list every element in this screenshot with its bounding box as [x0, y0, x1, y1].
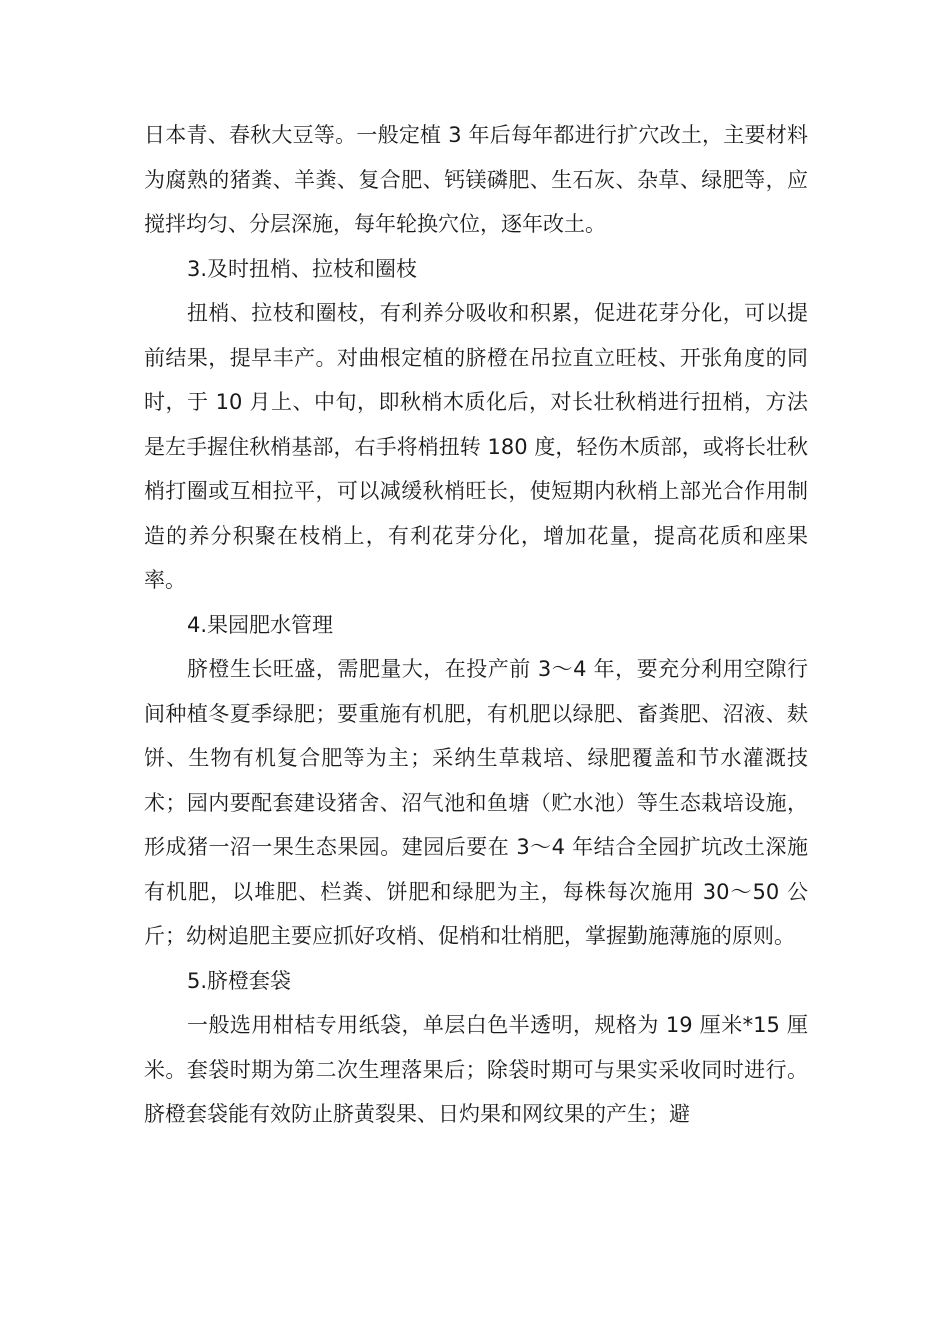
paragraph-twig-pruning: 扭梢、拉枝和圈枝，有利养分吸收和积累，促进花芽分化，可以提前结果，提早丰产。对曲根定植的脐橙在吊拉直立旺枝、开张角度的同时，于 10 月上、中旬，即秋梢木质化后，对长壮秋梢进行扭梢，方法是左手握住秋梢基部，右手将梢扭转 180 度，轻伤木质部，或将长壮秋梢打圈或互相拉平，可以减缓秋梢旺长，使短期内秋梢上部光合作用制造的养分积聚在枝梢上，有利花芽分化，增加花量，提高花质和座果率。: [144, 301, 808, 592]
paragraph-fruit-bagging: 一般选用柑桔专用纸袋，单层白色半透明，规格为 19 厘米*15 厘米。套袋时期为第二次生理落果后；除袋时期可与果实采收同时进行。脐橙套袋能有效防止脐黄裂果、日灼果和网纹果的产生；避: [144, 1013, 808, 1126]
section-heading-3: 3.及时扭梢、拉枝和圈枝: [187, 256, 418, 281]
paragraph-fertilizer-water: 脐橙生长旺盛，需肥量大，在投产前 3～4 年，要充分利用空隙行间种植冬夏季绿肥；要重施有机肥，有机肥以绿肥、畜粪肥、沼液、麸饼、生物有机复合肥等为主；采纳生草栽培、绿肥覆盖和节水灌溉技术；园内要配套建设猪舍、沼气池和鱼塘（贮水池）等生态栽培设施，形成猪一沼一果生态果园。建园后要在 3～4 年结合全园扩坑改土深施有机肥，以堆肥、栏粪、饼肥和绿肥为主，每株每次施用 30～50 公斤；幼树追肥主要应抓好攻梢、促梢和壮梢肥，掌握勤施薄施的原则。: [144, 657, 808, 948]
document-body: [144, 113, 808, 1137]
section-heading-4: 4.果园肥水管理: [187, 612, 334, 637]
paragraph-continued: 日本青、春秋大豆等。一般定植 3 年后每年都进行扩穴改土，主要材料为腐熟的猪粪、羊粪、复合肥、钙镁磷肥、生石灰、杂草、绿肥等，应搅拌均匀、分层深施，每年轮换穴位，逐年改土。: [144, 123, 808, 236]
section-heading-5: 5.脐橙套袋: [187, 968, 292, 993]
